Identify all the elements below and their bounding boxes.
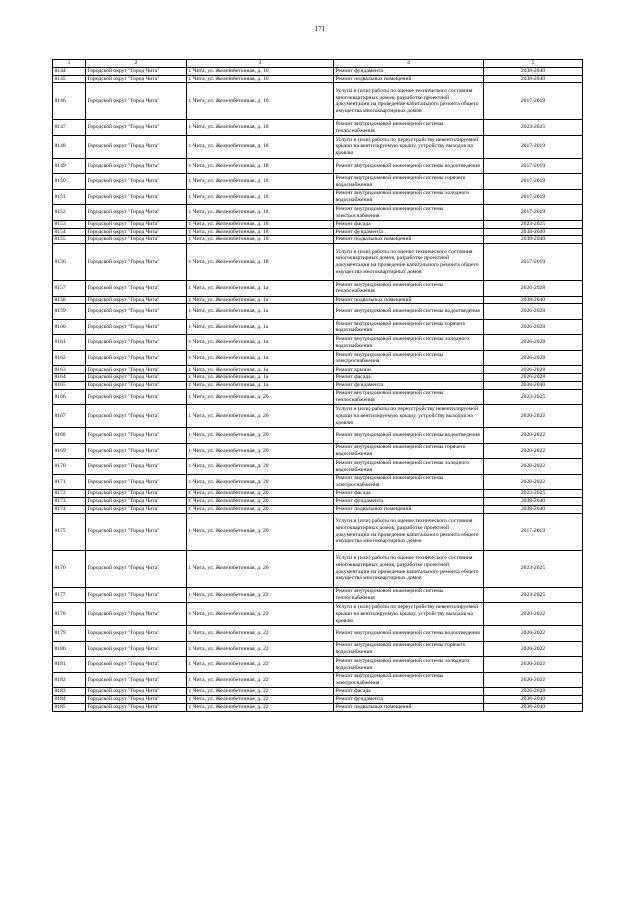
table-row [53,350,583,366]
period-cell: 2023-2025 [484,587,583,603]
table-row [53,505,583,513]
municipality-cell: Городской округ "Город Чита" [86,587,187,603]
period-cell: 2026-2028 [484,304,583,320]
row-number-cell: 8160 [53,319,86,335]
table-row [53,174,583,190]
municipality-cell: Городской округ "Город Чита" [86,626,187,642]
work-type-cell: Ремонт подвальных помещений [334,703,484,711]
table-row [53,672,583,688]
municipality-cell: Городской округ "Город Чита" [86,75,187,83]
period-cell: 2038-2040 [484,296,583,304]
municipality-cell: Городской округ "Город Чита" [86,603,187,626]
municipality-cell: Городской округ "Город Чита" [86,443,187,459]
table-row [53,296,583,304]
address-cell: г. Чита, ул. Железобетонная, д. 20 [187,405,334,428]
municipality-cell: Городской округ "Город Чита" [86,228,187,236]
table-row [53,67,583,75]
period-cell: 2017-2019 [484,83,583,120]
table-row [53,120,583,136]
work-type-cell: Ремонт внутридомовой инженерной системы электроснабжения [334,474,484,490]
work-type-cell: Услуги и (или) работы по переустройству невентилируемой крыши на вентилируемую крышу, устройству выходов на кровлю [334,603,484,626]
table-row [53,405,583,428]
municipality-cell: Городской округ "Город Чита" [86,220,187,228]
row-number-cell: 8180 [53,641,86,657]
address-cell: г. Чита, ул. Железобетонная, д. 20 [187,389,334,405]
municipality-cell: Городской округ "Город Чита" [86,389,187,405]
table-row [53,474,583,490]
work-type-cell: Ремонт фундамента [334,67,484,75]
period-cell: 2023-2025 [484,220,583,228]
work-type-cell: Ремонт внутридомовой инженерной системы водоотведения [334,428,484,444]
municipality-cell: Городской округ "Город Чита" [86,158,187,174]
period-cell: 2020-2022 [484,474,583,490]
work-type-cell: Ремонт крыши [334,366,484,374]
work-type-cell: Ремонт внутридомовой инженерной системы холодного водоснабжения [334,189,484,205]
address-cell: г. Чита, ул. Железобетонная, д. 18 [187,228,334,236]
address-cell: г. Чита, ул. Железобетонная, д. 16 [187,67,334,75]
work-type-cell: Ремонт фасада [334,220,484,228]
period-cell: 2038-2040 [484,67,583,75]
table-row [53,374,583,382]
period-cell: 2026-2028 [484,688,583,696]
municipality-cell: Городской округ "Город Чита" [86,205,187,221]
address-cell: г. Чита, ул. Железобетонная, д. 18 [187,158,334,174]
period-cell: 2026-2028 [484,366,583,374]
work-type-cell: Ремонт внутридомовой инженерной системы горячего водоснабжения [334,443,484,459]
column-header-5: 5 [484,60,583,68]
period-cell: 2020-2022 [484,626,583,642]
period-cell: 2038-2040 [484,75,583,83]
municipality-cell: Городской округ "Город Чита" [86,304,187,320]
municipality-cell: Городской округ "Город Чита" [86,405,187,428]
period-cell: 2038-2040 [484,498,583,506]
row-number-cell: 8146 [53,83,86,120]
row-number-cell: 8152 [53,205,86,221]
table-row [53,244,583,281]
row-number-cell: 8175 [53,513,86,550]
work-type-cell: Ремонт внутридомовой инженерной системы водоотведения [334,626,484,642]
column-header-2: 2 [86,60,187,68]
period-cell: 2020-2022 [484,672,583,688]
work-type-cell: Ремонт внутридомовой инженерной системы холодного водоснабжения [334,459,484,475]
row-number-cell: 8163 [53,366,86,374]
table-row [53,513,583,550]
period-cell: 2026-2028 [484,374,583,382]
table-row [53,158,583,174]
period-cell: 2020-2022 [484,657,583,673]
work-type-cell: Ремонт внутридомовой инженерной системы теплоснабжения [334,120,484,136]
period-cell: 2038-2040 [484,696,583,704]
address-cell: г. Чита, ул. Железобетонная, д. 22 [187,696,334,704]
municipality-cell: Городской округ "Город Чита" [86,703,187,711]
municipality-cell: Городской округ "Город Чита" [86,120,187,136]
table-row [53,335,583,351]
municipality-cell: Городской округ "Город Чита" [86,236,187,244]
period-cell: 2020-2022 [484,641,583,657]
work-type-cell: Ремонт внутридомовой инженерной системы горячего водоснабжения [334,174,484,190]
row-number-cell: 8158 [53,296,86,304]
row-number-cell: 8182 [53,672,86,688]
work-type-cell: Ремонт фасада [334,490,484,498]
period-cell: 2017-2019 [484,189,583,205]
row-number-cell: 8149 [53,158,86,174]
address-cell: г. Чита, ул. Железобетонная, д. 20 [187,443,334,459]
municipality-cell: Городской округ "Город Чита" [86,296,187,304]
table-row [53,626,583,642]
work-type-cell: Ремонт внутридомовой инженерной системы холодного водоснабжения [334,335,484,351]
table-row [53,304,583,320]
row-number-cell: 8179 [53,626,86,642]
municipality-cell: Городской округ "Город Чита" [86,319,187,335]
municipality-cell: Городской округ "Город Чита" [86,490,187,498]
period-cell: 2020-2022 [484,459,583,475]
address-cell: г. Чита, ул. Железобетонная, д. 1а [187,304,334,320]
table-row [53,703,583,711]
municipality-cell: Городской округ "Город Чита" [86,350,187,366]
table-row [53,220,583,228]
period-cell: 2017-2019 [484,135,583,158]
work-type-cell: Ремонт внутридомовой инженерной системы электроснабжения [334,350,484,366]
address-cell: г. Чита, ул. Железобетонная, д. 1а [187,335,334,351]
municipality-cell: Городской округ "Город Чита" [86,672,187,688]
work-type-cell: Ремонт фасада [334,688,484,696]
row-number-cell: 8154 [53,228,86,236]
row-number-cell: 8147 [53,120,86,136]
address-cell: г. Чита, ул. Железобетонная, д. 20 [187,490,334,498]
page-number: 171 [314,25,326,33]
municipality-cell: Городской округ "Город Чита" [86,366,187,374]
work-type-cell: Ремонт фасада [334,374,484,382]
table-row [53,205,583,221]
municipality-cell: Городской округ "Город Чита" [86,281,187,297]
address-cell: г. Чита, ул. Железобетонная, д. 1а [187,281,334,297]
table-row [53,189,583,205]
address-cell: г. Чита, ул. Железобетонная, д. 18 [187,244,334,281]
address-cell: г. Чита, ул. Железобетонная, д. 22 [187,672,334,688]
row-number-cell: 8167 [53,405,86,428]
table-row [53,459,583,475]
work-type-cell: Услуги и (или) работы по переустройству невентилируемой крыши на вентилируемую крышу, устройству выходов на кровлю [334,135,484,158]
work-type-cell: Ремонт внутридомовой инженерной системы теплоснабжения [334,281,484,297]
address-cell: г. Чита, ул. Железобетонная, д. 20 [187,428,334,444]
municipality-cell: Городской округ "Город Чита" [86,498,187,506]
address-cell: г. Чита, ул. Железобетонная, д. 20 [187,474,334,490]
address-cell: г. Чита, ул. Железобетонная, д. 20 [187,459,334,475]
address-cell: г. Чита, ул. Железобетонная, д. 18 [187,135,334,158]
work-type-cell: Ремонт подвальных помещений [334,236,484,244]
table-row [53,498,583,506]
table-row [53,657,583,673]
row-number-cell: 8174 [53,505,86,513]
work-type-cell: Ремонт фундамента [334,228,484,236]
address-cell: г. Чита, ул. Железобетонная, д. 1а [187,366,334,374]
address-cell: г. Чита, ул. Железобетонная, д. 20 [187,513,334,550]
address-cell: г. Чита, ул. Железобетонная, д. 1а [187,319,334,335]
work-type-cell: Услуги и (или) работы по оценке технического состояния многоквартирных домов, разработке проектной документации на проведение капитального ремонта общего имущества многоквартирных домов [334,550,484,587]
row-number-cell: 8177 [53,587,86,603]
row-number-cell: 8148 [53,135,86,158]
address-cell: г. Чита, ул. Железобетонная, д. 20 [187,498,334,506]
municipality-cell: Городской округ "Город Чита" [86,513,187,550]
municipality-cell: Городской округ "Город Чита" [86,382,187,390]
address-cell: г. Чита, ул. Железобетонная, д. 1а [187,374,334,382]
row-number-cell: 8171 [53,474,86,490]
address-cell: г. Чита, ул. Железобетонная, д. 18 [187,189,334,205]
table-row [53,281,583,297]
municipality-cell: Городской округ "Город Чита" [86,641,187,657]
work-type-cell: Услуги и (или) работы по оценке технического состояния многоквартирных домов, разработке проектной документации на проведение капитального ремонта общего имущества многоквартирных домов [334,83,484,120]
table-row [53,228,583,236]
work-type-cell: Ремонт подвальных помещений [334,505,484,513]
period-cell: 2023-2025 [484,389,583,405]
table-row [53,688,583,696]
period-cell: 2038-2040 [484,236,583,244]
work-type-cell: Ремонт внутридомовой инженерной системы теплоснабжения [334,389,484,405]
table-row [53,490,583,498]
table-row [53,603,583,626]
row-number-cell: 8159 [53,304,86,320]
row-number-cell: 8155 [53,236,86,244]
work-type-cell: Ремонт фундамента [334,696,484,704]
period-cell: 2038-2040 [484,382,583,390]
address-cell: г. Чита, ул. Железобетонная, д. 22 [187,657,334,673]
table-row [53,389,583,405]
period-cell: 2026-2028 [484,350,583,366]
address-cell: г. Чита, ул. Железобетонная, д. 16 [187,83,334,120]
municipality-cell: Городской округ "Город Чита" [86,696,187,704]
address-cell: г. Чита, ул. Железобетонная, д. 22 [187,688,334,696]
period-cell: 2020-2022 [484,405,583,428]
municipality-cell: Городской округ "Город Чита" [86,657,187,673]
table-row [53,428,583,444]
column-header-3: 3 [187,60,334,68]
work-type-cell: Ремонт внутридомовой инженерной системы горячего водоснабжения [334,319,484,335]
period-cell: 2038-2040 [484,505,583,513]
address-cell: г. Чита, ул. Железобетонная, д. 20 [187,550,334,587]
table-body [53,67,583,711]
table-row [53,443,583,459]
table-row [53,366,583,374]
row-number-cell: 8172 [53,490,86,498]
work-type-cell: Ремонт внутридомовой инженерной системы водоотведения [334,158,484,174]
row-number-cell: 8166 [53,389,86,405]
address-cell: г. Чита, ул. Железобетонная, д. 20 [187,505,334,513]
work-type-cell: Ремонт внутридомовой инженерной системы электроснабжения [334,672,484,688]
row-number-cell: 8151 [53,189,86,205]
table-row [53,236,583,244]
row-number-cell: 8164 [53,374,86,382]
municipality-cell: Городской округ "Город Чита" [86,174,187,190]
table-row [53,83,583,120]
table-row [53,382,583,390]
row-number-cell: 8178 [53,603,86,626]
table-row [53,75,583,83]
work-type-cell: Ремонт подвальных помещений [334,75,484,83]
municipality-cell: Городской округ "Город Чита" [86,135,187,158]
period-cell: 2038-2040 [484,703,583,711]
period-cell: 2017-2019 [484,174,583,190]
address-cell: г. Чита, ул. Железобетонная, д. 18 [187,236,334,244]
address-cell: г. Чита, ул. Железобетонная, д. 18 [187,120,334,136]
work-type-cell: Ремонт внутридомовой инженерной системы электроснабжения [334,205,484,221]
period-cell: 2017-2019 [484,513,583,550]
work-type-cell: Ремонт подвальных помещений [334,296,484,304]
table-header-row [53,60,583,68]
address-cell: г. Чита, ул. Железобетонная, д. 18 [187,220,334,228]
row-number-cell: 8162 [53,350,86,366]
work-type-cell: Ремонт внутридомовой инженерной системы холодного водоснабжения [334,657,484,673]
period-cell: 2020-2022 [484,443,583,459]
municipality-cell: Городской округ "Город Чита" [86,374,187,382]
period-cell: 2017-2019 [484,205,583,221]
municipality-cell: Городской округ "Город Чита" [86,688,187,696]
row-number-cell: 8168 [53,428,86,444]
row-number-cell: 8156 [53,244,86,281]
table-row [53,587,583,603]
row-number-cell: 8176 [53,550,86,587]
column-header-1: 1 [53,60,86,68]
municipality-cell: Городской округ "Город Чита" [86,474,187,490]
work-type-cell: Ремонт внутридомовой инженерной системы теплоснабжения [334,587,484,603]
period-cell: 2020-2022 [484,603,583,626]
period-cell: 2017-2019 [484,158,583,174]
period-cell: 2020-2022 [484,428,583,444]
table-row [53,696,583,704]
row-number-cell: 8183 [53,688,86,696]
address-cell: г. Чита, ул. Железобетонная, д. 22 [187,603,334,626]
period-cell: 2023-2025 [484,550,583,587]
address-cell: г. Чита, ул. Железобетонная, д. 18 [187,174,334,190]
municipality-cell: Городской округ "Город Чита" [86,83,187,120]
work-type-cell: Ремонт внутридомовой инженерной системы горячего водоснабжения [334,641,484,657]
address-cell: г. Чита, ул. Железобетонная, д. 22 [187,587,334,603]
period-cell: 2026-2028 [484,281,583,297]
table-row [53,550,583,587]
row-number-cell: 8145 [53,75,86,83]
row-number-cell: 8144 [53,67,86,75]
work-type-cell: Ремонт фундамента [334,498,484,506]
row-number-cell: 8173 [53,498,86,506]
row-number-cell: 8169 [53,443,86,459]
address-cell: г. Чита, ул. Железобетонная, д. 22 [187,641,334,657]
row-number-cell: 8157 [53,281,86,297]
work-type-cell: Услуги и (или) работы по переустройству невентилируемой крыши на вентилируемую крышу, устройству выходов на кровлю [334,405,484,428]
table-row [53,319,583,335]
row-number-cell: 8170 [53,459,86,475]
municipality-cell: Городской округ "Город Чита" [86,459,187,475]
row-number-cell: 8185 [53,703,86,711]
period-cell: 2023-2025 [484,490,583,498]
table-row [53,641,583,657]
address-cell: г. Чита, ул. Железобетонная, д. 22 [187,626,334,642]
municipality-cell: Городской округ "Город Чита" [86,505,187,513]
column-header-4: 4 [334,60,484,68]
row-number-cell: 8181 [53,657,86,673]
address-cell: г. Чита, ул. Железобетонная, д. 1а [187,382,334,390]
municipality-cell: Городской округ "Город Чита" [86,550,187,587]
work-type-cell: Услуги и (или) работы по оценке технического состояния многоквартирных домов, разработке проектной документации на проведение капитального ремонта общего имущества многоквартирных домов [334,244,484,281]
work-type-cell: Ремонт внутридомовой инженерной системы водоотведения [334,304,484,320]
municipality-cell: Городской округ "Город Чита" [86,189,187,205]
address-cell: г. Чита, ул. Железобетонная, д. 16 [187,75,334,83]
row-number-cell: 8161 [53,335,86,351]
row-number-cell: 8153 [53,220,86,228]
municipality-cell: Городской округ "Город Чита" [86,244,187,281]
address-cell: г. Чита, ул. Железобетонная, д. 22 [187,703,334,711]
work-type-cell: Ремонт фундамента [334,382,484,390]
period-cell: 2026-2028 [484,319,583,335]
work-type-cell: Услуги и (или) работы по оценке технического состояния многоквартирных домов, разработке проектной документации на проведение капитального ремонта общего имущества многоквартирных домов [334,513,484,550]
period-cell: 2023-2025 [484,120,583,136]
row-number-cell: 8184 [53,696,86,704]
row-number-cell: 8150 [53,174,86,190]
capital-repair-table [52,59,583,712]
municipality-cell: Городской округ "Город Чита" [86,335,187,351]
address-cell: г. Чита, ул. Железобетонная, д. 18 [187,205,334,221]
period-cell: 2017-2019 [484,244,583,281]
row-number-cell: 8165 [53,382,86,390]
municipality-cell: Городской округ "Город Чита" [86,67,187,75]
municipality-cell: Городской округ "Город Чита" [86,428,187,444]
table-row [53,135,583,158]
period-cell: 2026-2028 [484,335,583,351]
period-cell: 2038-2040 [484,228,583,236]
address-cell: г. Чита, ул. Железобетонная, д. 1а [187,296,334,304]
address-cell: г. Чита, ул. Железобетонная, д. 1а [187,350,334,366]
